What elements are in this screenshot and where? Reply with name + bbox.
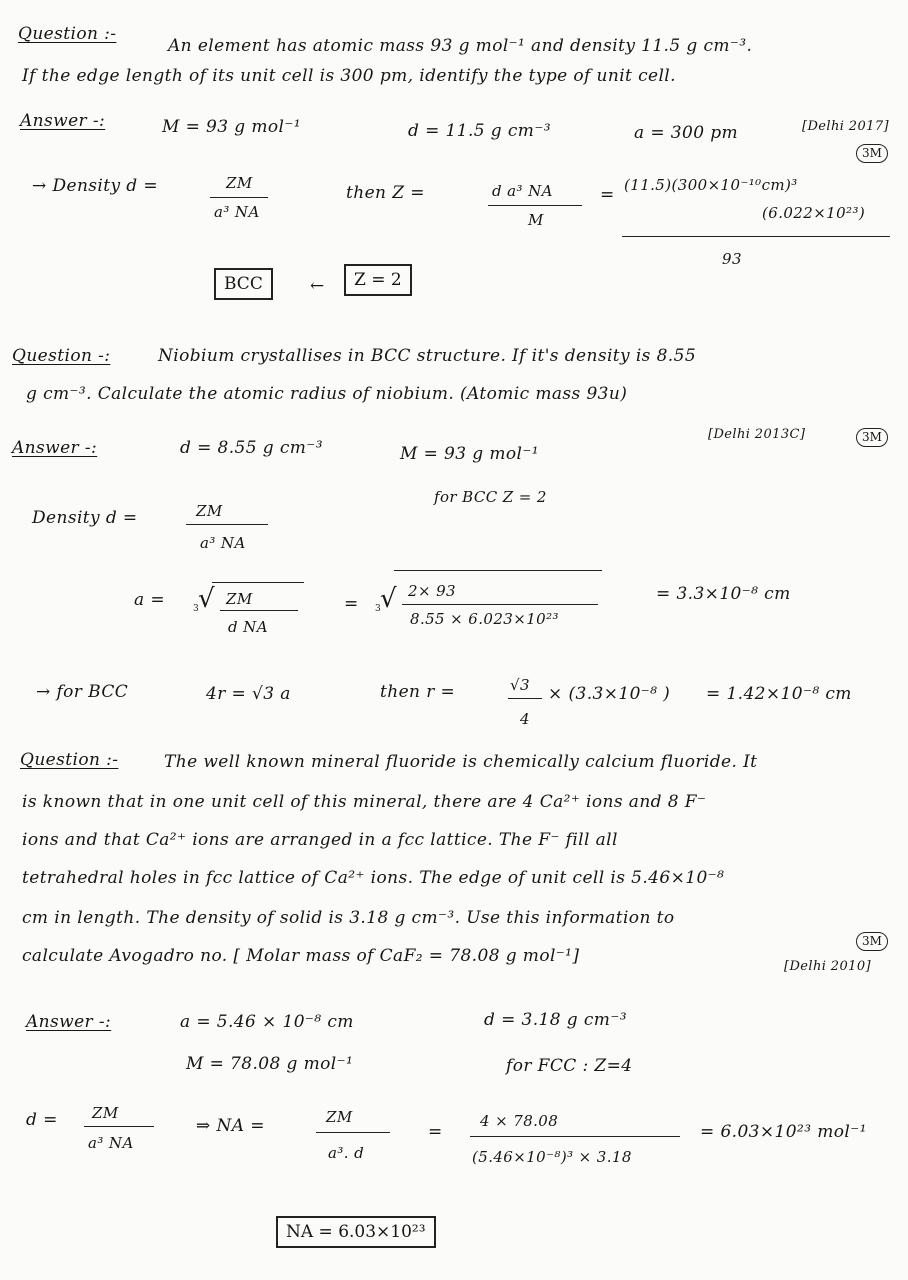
q2-frac-line: [186, 524, 268, 525]
q3-final-answer-box: NA = 6.03×10²³: [276, 1216, 436, 1248]
q3-d-line: [84, 1126, 154, 1127]
q1-frac1-numerator: ZM: [226, 174, 253, 192]
q1-frac2-numerator: d a³ NA: [492, 182, 553, 200]
q3-text-line1: The well known mineral fluoride is chemically calcium fluoride. It: [164, 752, 758, 772]
q2-text-line2: g cm⁻³. Calculate the atomic radius of niobium. (Atomic mass 93u): [26, 384, 628, 404]
q1-z-box: Z = 2: [344, 264, 412, 296]
q1-arrow: ←: [310, 276, 325, 296]
q3-na-label: ⇒ NA =: [196, 1116, 265, 1136]
q1-result-box: BCC: [214, 268, 273, 300]
q3-d-denominator: a³ NA: [88, 1134, 134, 1152]
q3-na-line: [316, 1132, 390, 1133]
q1-exam-tag: [Delhi 2017]: [802, 119, 889, 134]
q3-text-line4: tetrahedral holes in fcc lattice of Ca²⁺ ions. The edge of unit cell is 5.46×10⁻⁸: [22, 868, 725, 888]
q2-text-line1: Niobium crystallises in BCC structure. If it's density is 8.55: [158, 346, 697, 366]
q2-exam-tag: [Delhi 2013C]: [708, 427, 806, 442]
q1-answer-label: Answer -:: [20, 111, 106, 131]
q1-text-line1: An element has atomic mass 93 g mol⁻¹ and density 11.5 g cm⁻³.: [168, 36, 753, 56]
q2-then-r: then r =: [380, 682, 456, 702]
q3-equals: =: [428, 1122, 443, 1142]
q3-calc-numerator: 4 × 78.08: [480, 1112, 559, 1130]
q2-root1-bar: [212, 582, 304, 583]
q1-given-edge: a = 300 pm: [634, 123, 739, 143]
q2-a-label: a =: [134, 590, 165, 610]
q3-text-line5: cm in length. The density of solid is 3.18 g cm⁻³. Use this information to: [22, 908, 675, 928]
q1-equals: =: [600, 185, 615, 205]
q3-heading: Question :-: [20, 750, 119, 770]
q3-na-denominator: a³. d: [328, 1144, 365, 1162]
q2-given-mass: M = 93 g mol⁻¹: [400, 444, 539, 464]
q3-answer-label: Answer -:: [26, 1012, 112, 1032]
q2-root2-line: [402, 604, 598, 605]
q1-given-mass: M = 93 g mol⁻¹: [162, 117, 301, 137]
q2-root1-index: 3: [193, 604, 199, 614]
q3-text-line6: calculate Avogadro no. [ Molar mass of CaF₂ = 78.08 g mol⁻¹]: [22, 946, 580, 966]
q1-frac1-denominator: a³ NA: [214, 203, 260, 221]
q2-equals: =: [344, 594, 359, 614]
q2-root2-numerator: 2× 93: [408, 582, 456, 600]
q3-text-line2: is known that in one unit cell of this mineral, there are 4 Ca²⁺ ions and 8 F⁻: [22, 792, 707, 812]
q2-r-frac-line: [508, 698, 542, 699]
q3-na-numerator: ZM: [326, 1108, 353, 1126]
q3-calc-denominator: (5.46×10⁻⁸)³ × 3.18: [472, 1148, 632, 1166]
q2-a-result: = 3.3×10⁻⁸ cm: [656, 584, 791, 604]
q2-density-label: Density d =: [32, 508, 138, 528]
q2-bcc-relation: 4r = √3 a: [206, 684, 291, 704]
q1-heading: Question :-: [18, 24, 117, 44]
q2-root2-denominator: 8.55 × 6.023×10²³: [410, 610, 559, 628]
q2-answer-label: Answer -:: [12, 438, 98, 458]
q2-bcc-label: → for BCC: [36, 682, 129, 702]
q1-given-density: d = 11.5 g cm⁻³: [408, 121, 551, 141]
q2-bcc-note: for BCC Z = 2: [434, 488, 547, 506]
q3-fcc-note: for FCC : Z=4: [506, 1056, 633, 1076]
q1-frac2-line: [488, 205, 582, 206]
q2-r-frac-denominator: 4: [520, 710, 530, 728]
q3-text-line3: ions and that Ca²⁺ ions are arranged in a fcc lattice. The F⁻ fill all: [22, 830, 618, 850]
q1-frac3-avogadro: (6.022×10²³): [762, 204, 866, 222]
q2-frac-denominator: a³ NA: [200, 534, 246, 552]
q1-frac3-denominator: 93: [722, 250, 742, 268]
q1-density-label: → Density d =: [32, 176, 159, 196]
q1-text-line2: If the edge length of its unit cell is 300 pm, identify the type of unit cell.: [22, 66, 676, 86]
q2-root1-denominator: d NA: [228, 618, 268, 636]
q3-na-result: = 6.03×10²³ mol⁻¹: [700, 1122, 867, 1142]
q3-exam-tag: [Delhi 2010]: [784, 959, 871, 974]
q3-calc-line: [470, 1136, 680, 1137]
q1-then-label: then Z =: [346, 183, 425, 203]
q3-d-numerator: ZM: [92, 1104, 119, 1122]
q2-root2-bar: [394, 570, 602, 571]
q2-root2-index: 3: [375, 604, 381, 614]
q2-cube-root-2-icon: √: [380, 584, 397, 614]
q2-r-frac-numerator: √3: [510, 676, 530, 694]
q2-marks-badge: 3M: [856, 428, 888, 447]
q1-frac3-numerator: (11.5)(300×10⁻¹⁰cm)³: [624, 176, 798, 194]
q2-root1-numerator: ZM: [226, 590, 253, 608]
q1-frac3-line: [622, 236, 890, 237]
q3-given-edge: a = 5.46 × 10⁻⁸ cm: [180, 1012, 354, 1032]
q3-given-mass: M = 78.08 g mol⁻¹: [186, 1054, 354, 1074]
q3-d-label: d =: [26, 1110, 58, 1130]
q2-given-density: d = 8.55 g cm⁻³: [180, 438, 323, 458]
q3-given-density: d = 3.18 g cm⁻³: [484, 1010, 627, 1030]
q3-marks-badge: 3M: [856, 932, 888, 951]
q2-r-times: × (3.3×10⁻⁸ ): [548, 684, 671, 704]
q2-frac-numerator: ZM: [196, 502, 223, 520]
q1-frac1-line: [210, 197, 268, 198]
q2-r-result: = 1.42×10⁻⁸ cm: [706, 684, 852, 704]
q2-heading: Question -:: [12, 346, 111, 366]
q2-root1-line: [220, 610, 298, 611]
q1-frac2-denominator: M: [528, 211, 544, 229]
q2-cube-root-1-icon: √: [198, 584, 215, 614]
q1-marks-badge: 3M: [856, 144, 888, 163]
